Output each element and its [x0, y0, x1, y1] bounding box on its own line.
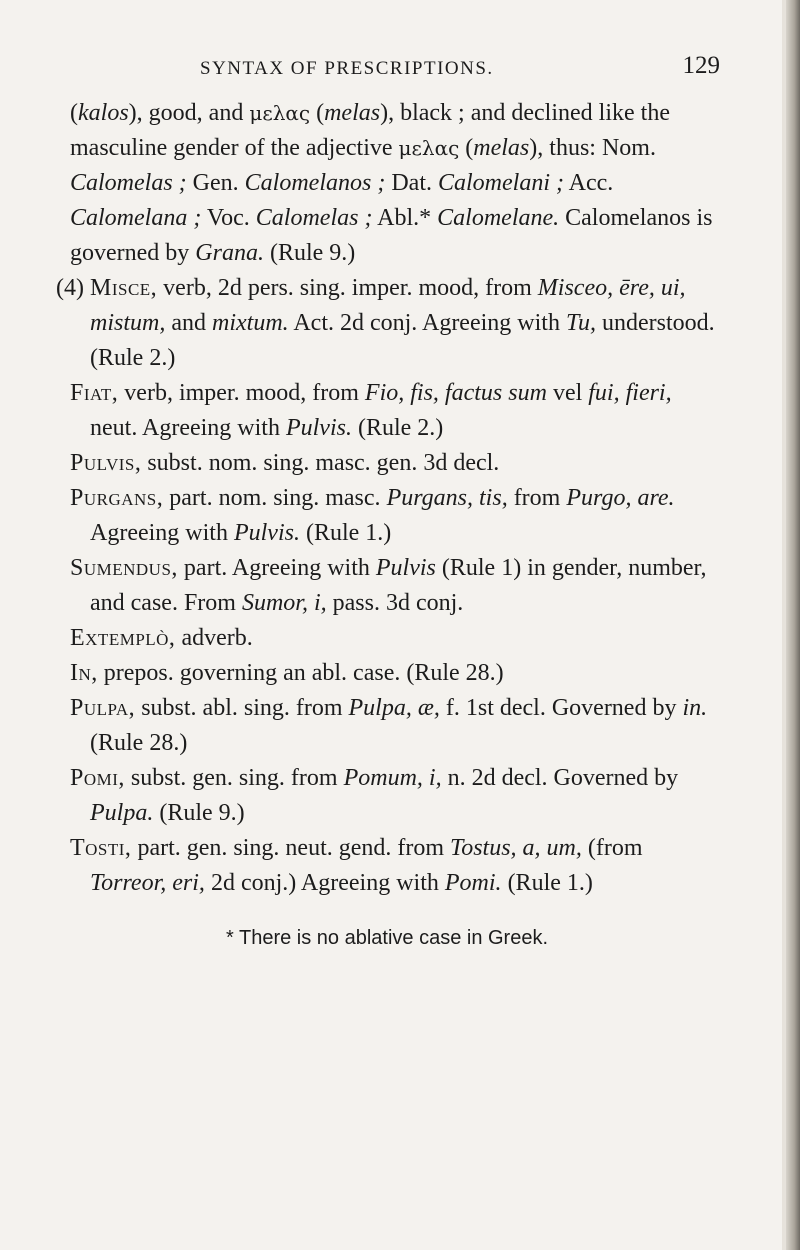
entry-misce: (4) Misce, verb, 2d pers. sing. imper. mood, from Misceo, ēre, ui, mistum, and mixtum. Act. 2d conj. Agreeing with Tu, understood. (Rule 2.): [56, 275, 715, 371]
book-spine-edge: [786, 0, 800, 1250]
entry-fiat: Fiat, verb, imper. mood, from Fio, fis, factus sum vel fui, fieri, neut. Agreeing with Pulvis. (Rule 2.): [70, 380, 672, 441]
entry-pomi: Pomi, subst. gen. sing. from Pomum, i, n. 2d decl. Governed by Pulpa. (Rule 9.): [70, 765, 679, 826]
header-title: SYNTAX OF PRESCRIPTIONS.: [200, 58, 494, 79]
entry-sumendus: Sumendus, part. Agreeing with Pulvis (Rule 1) in gender, number, and case. From Sumor, i, pass. 3d conj.: [70, 555, 707, 616]
entry-tosti: Tosti, part. gen. sing. neut. gend. from Tostus, a, um, (from Torreor, eri, 2d conj.) Agreeing with Pomi. (Rule 1.): [70, 835, 643, 896]
page-body: [56, 96, 716, 956]
entry-pulvis: Pulvis, subst. nom. sing. masc. gen. 3d decl.: [70, 450, 500, 476]
entry-extemplo: Extemplò, adverb.: [70, 625, 253, 651]
paragraph-calomelas: (kalos), good, and μελας (melas), black ; and declined like the masculine gender of the adjective μελας (melas), thus: Nom. Calomelas ; Gen. Calomelanos ; Dat. Calomelani ; Acc. Calomelana ; Voc. Calomelas ; Abl.* Calomelane. Calomelanos is governed by Grana. (Rule 9.): [70, 100, 713, 266]
entry-in: In, prepos. governing an abl. case. (Rule 28.): [70, 660, 504, 686]
entry-purgans: Purgans, part. nom. sing. masc. Purgans, tis, from Purgo, are. Agreeing with Pulvis. (Rule 1.): [70, 485, 675, 546]
entry-pulpa: Pulpa, subst. abl. sing. from Pulpa, æ, f. 1st decl. Governed by in. (Rule 28.): [70, 695, 708, 756]
footnote: * There is no ablative case in Greek.: [226, 927, 549, 949]
page-number: 129: [682, 52, 720, 79]
